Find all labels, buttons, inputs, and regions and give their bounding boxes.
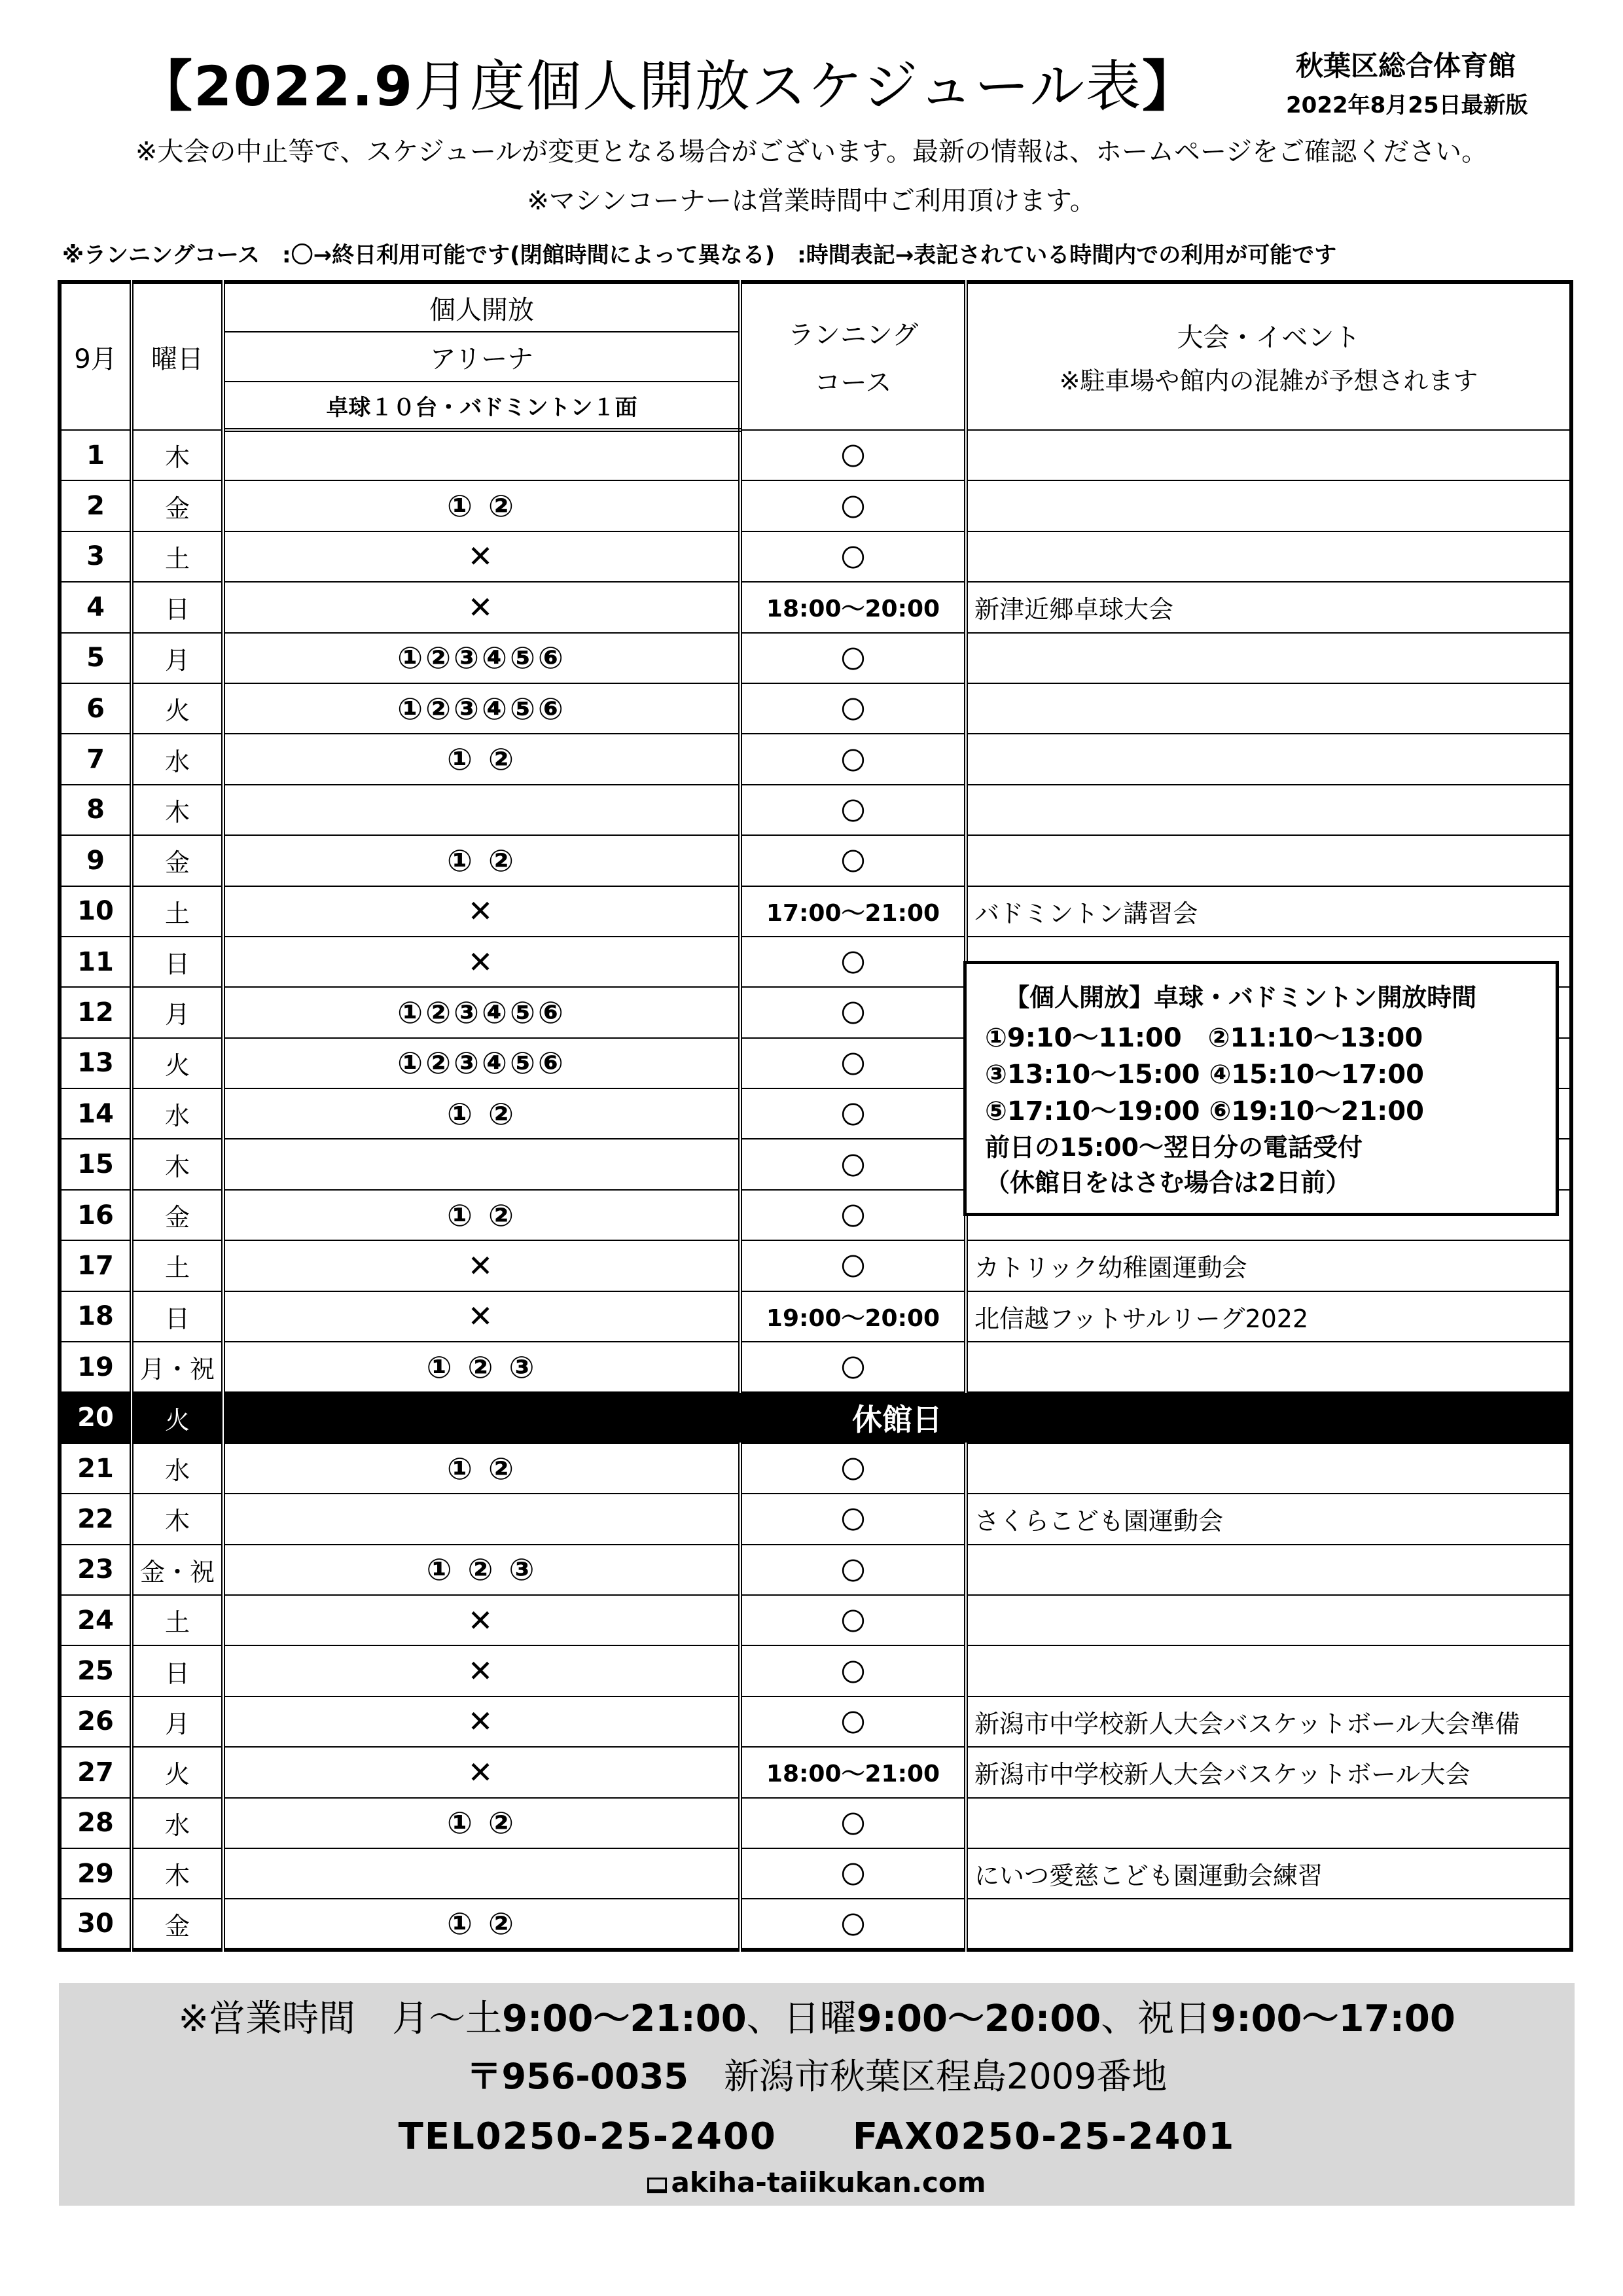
schedule-row bbox=[60, 835, 1571, 886]
info-closed-day-note: （休館日をはさむ場合は2日前） bbox=[985, 1168, 1351, 1197]
row-weekday: 火 bbox=[132, 683, 223, 734]
business-hours bbox=[59, 1990, 1575, 2042]
row-event: 新潟市中学校新人大会バスケットボール大会 bbox=[966, 1747, 1571, 1797]
row-arena-slots: ✕ bbox=[223, 1291, 740, 1342]
row-day: 17 bbox=[60, 1240, 132, 1291]
row-event: 北信越フットサルリーグ2022 bbox=[966, 1291, 1571, 1342]
row-weekday: 金 bbox=[132, 1190, 223, 1240]
row-weekday: 水 bbox=[132, 1443, 223, 1494]
row-day: 18 bbox=[60, 1291, 132, 1342]
info-slot-times-3: ⑤17:10～19:00 ⑥19:10～21:00 bbox=[985, 1096, 1424, 1126]
header-weekday: 曜日 bbox=[132, 282, 223, 430]
row-day: 20 bbox=[60, 1392, 132, 1443]
row-arena-slots: ✕ bbox=[223, 886, 740, 937]
row-arena-slots bbox=[223, 1848, 740, 1899]
schedule-row bbox=[60, 1696, 1571, 1747]
schedule-row bbox=[60, 1798, 1571, 1848]
schedule-row bbox=[60, 1291, 1571, 1342]
schedule-row bbox=[60, 1899, 1571, 1949]
row-event: 新津近郷卓球大会 bbox=[966, 582, 1571, 632]
schedule-row bbox=[60, 1848, 1571, 1899]
row-running-course: 〇 bbox=[740, 1645, 966, 1696]
header-month: 9月 bbox=[60, 282, 132, 430]
row-running-course: 〇 bbox=[740, 683, 966, 734]
row-day: 27 bbox=[60, 1747, 132, 1797]
row-running-course: 〇 bbox=[740, 1443, 966, 1494]
header-events-line2: ※駐車場や館内の混雑が予想されます bbox=[1059, 367, 1478, 395]
row-weekday: 木 bbox=[132, 1494, 223, 1544]
row-event bbox=[966, 1443, 1571, 1494]
row-weekday: 水 bbox=[132, 1798, 223, 1848]
row-day: 11 bbox=[60, 937, 132, 987]
row-arena-slots: ① ② bbox=[223, 1798, 740, 1848]
row-arena-slots: ① ② bbox=[223, 1190, 740, 1240]
street-address: 新潟市秋葉区程島2009番地 bbox=[724, 2056, 1168, 2097]
row-arena-slots: ✕ bbox=[223, 1645, 740, 1696]
row-day: 14 bbox=[60, 1088, 132, 1139]
note-machine-corner: ※マシンコーナーは営業時間中ご利用頂けます。 bbox=[527, 186, 1096, 216]
schedule-row bbox=[60, 785, 1571, 835]
row-weekday: 日 bbox=[132, 582, 223, 632]
row-arena-slots: ① ② bbox=[223, 1899, 740, 1949]
row-running-course: 〇 bbox=[740, 1595, 966, 1645]
row-event bbox=[966, 430, 1571, 480]
row-arena-slots: ① ② bbox=[223, 734, 740, 784]
row-event bbox=[966, 734, 1571, 784]
row-event bbox=[966, 1545, 1571, 1595]
schedule-row bbox=[60, 633, 1571, 683]
schedule-row bbox=[60, 1342, 1571, 1392]
title-bracket-open: 【 bbox=[137, 54, 194, 118]
row-day: 25 bbox=[60, 1645, 132, 1696]
row-weekday: 金 bbox=[132, 835, 223, 886]
row-weekday: 日 bbox=[132, 937, 223, 987]
row-day: 24 bbox=[60, 1595, 132, 1645]
note-schedule-change: ※大会の中止等で、スケジュールが変更となる場合がございます。最新の情報は、ホームページをご確認ください。 bbox=[135, 137, 1488, 167]
row-day: 6 bbox=[60, 683, 132, 734]
hours-sunday-label: 、日曜 bbox=[746, 1998, 857, 2040]
row-running-course: 〇 bbox=[740, 531, 966, 582]
info-slot-times-1: ①9:10～11:00 ②11:10～13:00 bbox=[985, 1023, 1423, 1053]
schedule-row bbox=[60, 1494, 1571, 1544]
row-weekday: 月・祝 bbox=[132, 1342, 223, 1392]
row-arena-slots: ①②③④⑤⑥ bbox=[223, 1038, 740, 1088]
schedule-row bbox=[60, 480, 1571, 531]
facility-name: 秋葉区総合体育館 bbox=[1296, 50, 1516, 82]
row-running-course: 18:00～20:00 bbox=[740, 582, 966, 632]
row-running-course: 〇 bbox=[740, 937, 966, 987]
row-event bbox=[966, 1899, 1571, 1949]
row-arena-slots: ✕ bbox=[223, 582, 740, 632]
row-running-course: 〇 bbox=[740, 1545, 966, 1595]
row-event bbox=[966, 835, 1571, 886]
row-event bbox=[966, 531, 1571, 582]
row-weekday: 日 bbox=[132, 1291, 223, 1342]
row-weekday: 火 bbox=[132, 1038, 223, 1088]
row-day: 8 bbox=[60, 785, 132, 835]
row-arena-slots bbox=[223, 1494, 740, 1544]
row-day: 23 bbox=[60, 1545, 132, 1595]
address bbox=[59, 2049, 1575, 2099]
row-weekday: 木 bbox=[132, 785, 223, 835]
row-running-course: 〇 bbox=[740, 480, 966, 531]
website[interactable] bbox=[59, 2166, 1575, 2198]
row-event bbox=[966, 785, 1571, 835]
row-arena-slots: ① ② bbox=[223, 480, 740, 531]
row-weekday: 月 bbox=[132, 987, 223, 1037]
website-url[interactable]: akiha-taiikukan.com bbox=[671, 2166, 986, 2198]
hours-holiday: 9:00～17:00 bbox=[1211, 1998, 1455, 2040]
schedule-row bbox=[60, 1545, 1571, 1595]
schedule-row bbox=[60, 886, 1571, 937]
row-arena-slots: ① ② ③ bbox=[223, 1545, 740, 1595]
header-arena-detail: 卓球１０台・バドミントン１面 bbox=[223, 382, 740, 430]
row-day: 16 bbox=[60, 1190, 132, 1240]
row-weekday: 月 bbox=[132, 1696, 223, 1747]
hours-weekday: 9:00～21:00 bbox=[502, 1998, 747, 2040]
row-running-course: 〇 bbox=[740, 1190, 966, 1240]
row-arena-slots: ✕ bbox=[223, 1747, 740, 1797]
row-weekday: 月 bbox=[132, 633, 223, 683]
row-weekday: 土 bbox=[132, 1595, 223, 1645]
row-arena-slots: ✕ bbox=[223, 1595, 740, 1645]
row-day: 12 bbox=[60, 987, 132, 1037]
row-weekday: 火 bbox=[132, 1392, 223, 1443]
computer-icon bbox=[647, 2178, 667, 2193]
schedule-row bbox=[60, 531, 1571, 582]
row-running-course: 〇 bbox=[740, 734, 966, 784]
row-arena-slots: ✕ bbox=[223, 531, 740, 582]
row-arena-slots: ①②③④⑤⑥ bbox=[223, 987, 740, 1037]
row-weekday: 金・祝 bbox=[132, 1545, 223, 1595]
row-arena-slots: ✕ bbox=[223, 937, 740, 987]
hours-sunday: 9:00～20:00 bbox=[856, 1998, 1101, 2040]
row-weekday: 火 bbox=[132, 1747, 223, 1797]
schedule-row bbox=[60, 683, 1571, 734]
row-running-course: 〇 bbox=[740, 1240, 966, 1291]
row-weekday: 木 bbox=[132, 430, 223, 480]
row-event bbox=[966, 1645, 1571, 1696]
row-running-course: 〇 bbox=[740, 987, 966, 1037]
row-arena-slots bbox=[223, 785, 740, 835]
row-day: 21 bbox=[60, 1443, 132, 1494]
row-weekday: 土 bbox=[132, 886, 223, 937]
row-running-course: 〇 bbox=[740, 430, 966, 480]
hours-holiday-label: 、祝日 bbox=[1101, 1998, 1211, 2040]
row-day: 19 bbox=[60, 1342, 132, 1392]
row-event bbox=[966, 480, 1571, 531]
footer-info bbox=[59, 1983, 1575, 2206]
row-running-course: 〇 bbox=[740, 1848, 966, 1899]
row-day: 26 bbox=[60, 1696, 132, 1747]
schedule-row bbox=[60, 430, 1571, 480]
row-day: 2 bbox=[60, 480, 132, 531]
row-day: 29 bbox=[60, 1848, 132, 1899]
header-running-course bbox=[740, 282, 966, 430]
note-running-course: ※ランニングコース :〇→終日利用可能です(閉館時間によって異なる) :時間表記→表記されている時間内での利用が可能です bbox=[62, 242, 1337, 268]
row-day: 5 bbox=[60, 633, 132, 683]
row-arena-slots: ① ② bbox=[223, 1088, 740, 1139]
postal-code: 〒956-0035 bbox=[466, 2056, 688, 2097]
row-running-course: 〇 bbox=[740, 1798, 966, 1848]
row-event bbox=[966, 1595, 1571, 1645]
header-running-line1: ランニング bbox=[787, 320, 919, 350]
row-event bbox=[966, 1342, 1571, 1392]
row-event: バドミントン講習会 bbox=[966, 886, 1571, 937]
row-arena-slots: ① ② bbox=[223, 835, 740, 886]
row-day: 13 bbox=[60, 1038, 132, 1088]
row-running-course: 〇 bbox=[740, 1494, 966, 1544]
header-arena: アリーナ bbox=[223, 332, 740, 382]
info-phone-booking: 前日の15:00～翌日分の電話受付 bbox=[985, 1133, 1363, 1162]
row-day: 22 bbox=[60, 1494, 132, 1544]
row-weekday: 水 bbox=[132, 1088, 223, 1139]
phone-fax: TEL0250-25-2400 FAX0250-25-2401 bbox=[398, 2115, 1236, 2158]
schedule-row bbox=[60, 1645, 1571, 1696]
schedule-row bbox=[60, 1240, 1571, 1291]
row-running-course: 〇 bbox=[740, 835, 966, 886]
row-running-course: 〇 bbox=[740, 785, 966, 835]
row-running-course: 18:00～21:00 bbox=[740, 1747, 966, 1797]
row-arena-slots: ① ② ③ bbox=[223, 1342, 740, 1392]
row-weekday: 木 bbox=[132, 1139, 223, 1189]
row-running-course: 〇 bbox=[740, 1139, 966, 1189]
row-event: 新潟市中学校新人大会バスケットボール大会準備 bbox=[966, 1696, 1571, 1747]
schedule-row bbox=[60, 1443, 1571, 1494]
row-day: 7 bbox=[60, 734, 132, 784]
row-running-course: 〇 bbox=[740, 1088, 966, 1139]
row-weekday: 水 bbox=[132, 734, 223, 784]
row-arena-slots: ✕ bbox=[223, 1240, 740, 1291]
open-hours-info-box bbox=[963, 961, 1559, 1216]
row-weekday: 土 bbox=[132, 531, 223, 582]
page-title bbox=[137, 43, 1198, 122]
row-weekday: 木 bbox=[132, 1848, 223, 1899]
row-running-course: 〇 bbox=[740, 1342, 966, 1392]
info-box-title: 【個人開放】卓球・バドミントン開放時間 bbox=[1005, 983, 1477, 1012]
row-event: にいつ愛慈こども園運動会練習 bbox=[966, 1848, 1571, 1899]
row-weekday: 金 bbox=[132, 1899, 223, 1949]
header-running-line2: コース bbox=[814, 368, 892, 398]
row-day: 4 bbox=[60, 582, 132, 632]
row-arena-slots bbox=[223, 430, 740, 480]
schedule-row bbox=[60, 734, 1571, 784]
row-event bbox=[966, 683, 1571, 734]
title-bracket-close: 】 bbox=[1142, 54, 1199, 118]
row-weekday: 土 bbox=[132, 1240, 223, 1291]
row-day: 1 bbox=[60, 430, 132, 480]
row-running-course: 〇 bbox=[740, 1696, 966, 1747]
schedule-row bbox=[60, 1595, 1571, 1645]
row-event: カトリック幼稚園運動会 bbox=[966, 1240, 1571, 1291]
row-arena-slots: ✕ bbox=[223, 1696, 740, 1747]
row-day: 10 bbox=[60, 886, 132, 937]
schedule-row bbox=[60, 582, 1571, 632]
row-closed-label: 休館日 bbox=[223, 1392, 1571, 1443]
header-events-line1: 大会・イベント bbox=[1177, 323, 1361, 353]
row-running-course: 17:00～21:00 bbox=[740, 886, 966, 937]
row-weekday: 日 bbox=[132, 1645, 223, 1696]
row-running-course: 19:00～20:00 bbox=[740, 1291, 966, 1342]
row-day: 15 bbox=[60, 1139, 132, 1189]
row-arena-slots: ①②③④⑤⑥ bbox=[223, 683, 740, 734]
row-day: 9 bbox=[60, 835, 132, 886]
row-day: 30 bbox=[60, 1899, 132, 1949]
row-day: 3 bbox=[60, 531, 132, 582]
row-arena-slots: ① ② bbox=[223, 1443, 740, 1494]
row-event: さくらこども園運動会 bbox=[966, 1494, 1571, 1544]
title-year-month: 2022.9 bbox=[194, 54, 414, 118]
row-event bbox=[966, 633, 1571, 683]
title-text: 月度個人開放スケジュール表 bbox=[414, 54, 1143, 118]
row-event bbox=[966, 1798, 1571, 1848]
row-day: 28 bbox=[60, 1798, 132, 1848]
row-arena-slots bbox=[223, 1139, 740, 1189]
row-weekday: 金 bbox=[132, 480, 223, 531]
row-running-course: 〇 bbox=[740, 1899, 966, 1949]
schedule-row bbox=[60, 1747, 1571, 1797]
schedule-row bbox=[60, 1392, 1571, 1443]
info-slot-times-2: ③13:10～15:00 ④15:10～17:00 bbox=[985, 1060, 1424, 1090]
updated-date: 2022年8月25日最新版 bbox=[1286, 92, 1528, 118]
hours-label: ※営業時間 月～土 bbox=[178, 1998, 503, 2040]
row-arena-slots: ①②③④⑤⑥ bbox=[223, 633, 740, 683]
header-personal-open: 個人開放 bbox=[223, 282, 740, 332]
row-running-course: 〇 bbox=[740, 1038, 966, 1088]
header-events bbox=[966, 282, 1571, 430]
row-running-course: 〇 bbox=[740, 633, 966, 683]
